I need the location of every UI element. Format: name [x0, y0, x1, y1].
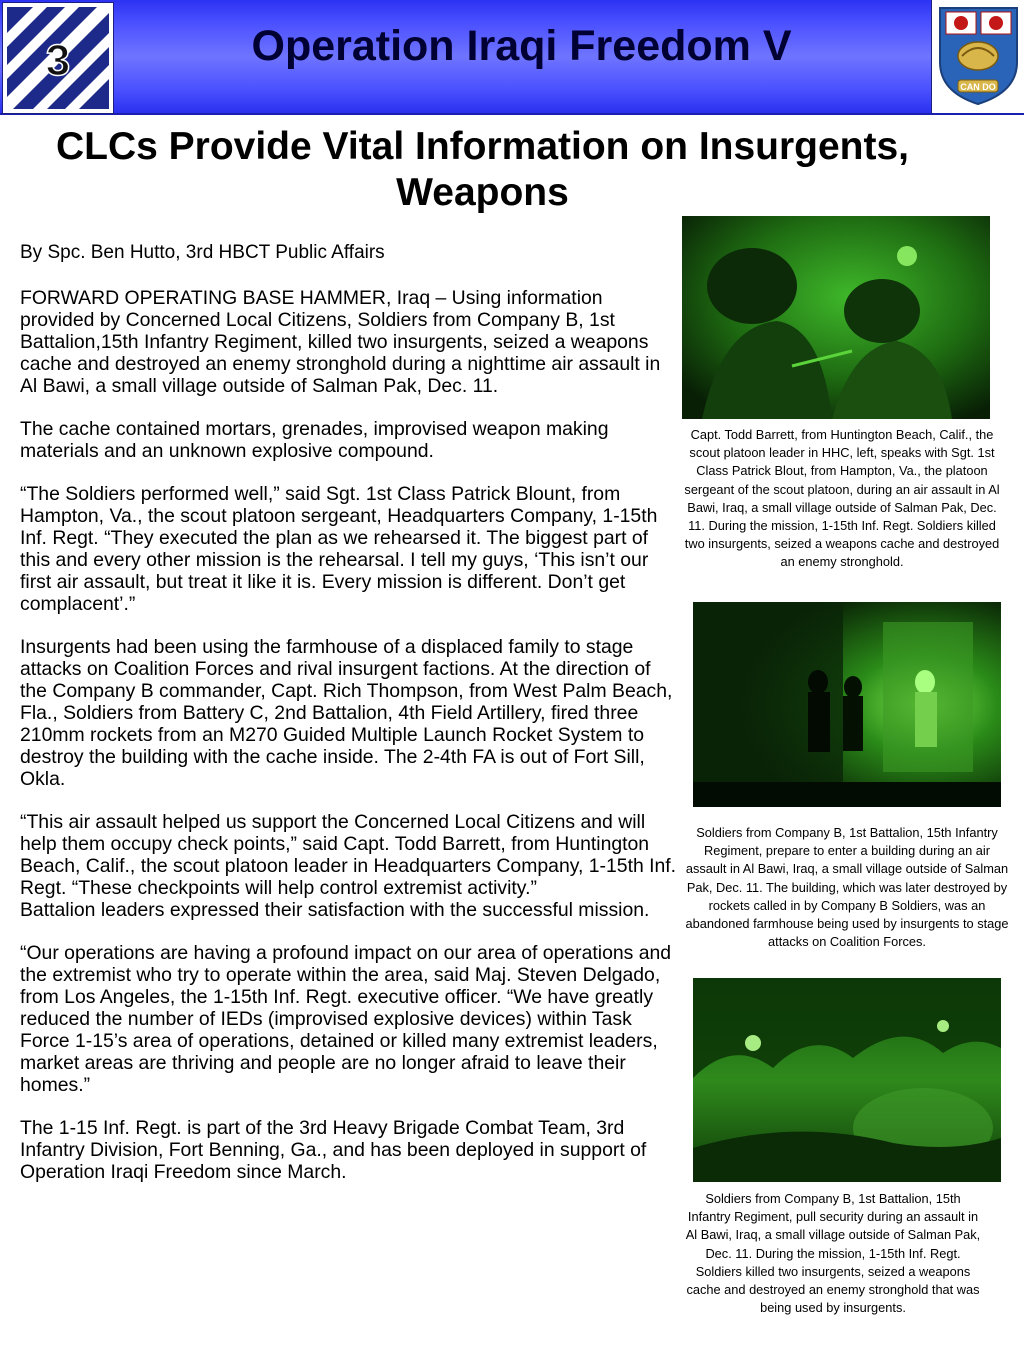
article-paragraph: The 1-15 Inf. Regt. is part of the 3rd Heavy Brigade Combat Team, 3rd Infantry Division, Fort Benning, Ga., and has been deployed in support of Operation Iraqi Freedom since March. [20, 1117, 647, 1183]
article-paragraph: FORWARD OPERATING BASE HAMMER, Iraq – Using information provided by Concerned Local Citizens, Soldiers from Company B, 1st Battalion,15th Infantry Regiment, killed two insurgents, seized a weapons cache and destroyed an enemy stronghold during a nighttime air assault in Al Bawi, a small village outside of Salman Pak, Dec. 11. [20, 287, 661, 397]
article-paragraph: “The Soldiers performed well,” said Sgt. 1st Class Patrick Blount, from Hampton, Va., the scout platoon sergeant, Headquarters Company, 1-15th Inf. Regt. “They executed the plan as we rehearsed it. The biggest part of this and every other mission is the rehearsal. I tell my guys, ‘This isn’t our first air assault, but treat it like it is. Every mission is different. Don’t get complacent’.” [20, 483, 658, 615]
third-infantry-division-logo [2, 2, 114, 114]
article-paragraph: “Our operations are having a profound impact on our area of operations and the extremist who try to operate within the area, said Maj. Steven Delgado, from Los Angeles, the 1-15th Inf. Regt. executive officer. “We have greatly reduced the number of IEDs (improvised explosive devices) within Task Force 1-15’s area of operations, detained or killed many extremist leaders, market areas are thriving and people are no longer afraid to leave their homes.” [20, 942, 672, 1096]
article-paragraph: Battalion leaders expressed their satisfaction with the successful mission. [20, 899, 650, 921]
night-vision-photo-1 [682, 216, 990, 419]
night-vision-photo-3 [693, 978, 1001, 1182]
article-body [20, 287, 678, 1204]
division-number: 3 [45, 36, 71, 85]
article-paragraph: Insurgents had been using the farmhouse of a displaced family to stage attacks on Coalition Forces and rival insurgent factions. At the direction of the Company B commander, Capt. Rich Thompson, from West Palm Beach, Fla., Soldiers from Battery C, 2nd Battalion, 4th Field Artillery, fired three 210mm rockets from an M270 Guided Multiple Launch Rocket System to destroy the building with the cache inside. The 2-4th FA is out of Fort Sill, Okla. [20, 636, 673, 790]
photo-2-caption: Soldiers from Company B, 1st Battalion, 15th Infantry Regiment, prepare to enter a building during an air assault in Al Bawi, Iraq, a small village outside of Salman Pak, Dec. 11. The building, which was later destroyed by rockets called in by Company B Soldiers, was an abandoned farmhouse being used by insurgents to stage attacks on Coalition Forces. [685, 825, 1009, 950]
crest-motto: CAN DO [960, 82, 996, 92]
can-do-regiment-crest [931, 0, 1024, 113]
article-headline: CLCs Provide Vital Information on Insurgents, Weapons [55, 125, 910, 214]
photo-3-caption: Soldiers from Company B, 1st Battalion, 15th Infantry Regiment, pull security during an assault in Al Bawi, Iraq, a small village outside of Salman Pak, Dec. 11. During the mission, 1-15th Inf. Regt. Soldiers killed two insurgents, seized a weapons cache and destroyed an enemy stronghold that was being used by insurgents. [685, 1191, 981, 1316]
article-paragraph: “This air assault helped us support the Concerned Local Citizens and will help them occupy check points,” said Capt. Todd Barrett, from Huntington Beach, Calif., the scout platoon leader in Headquarters Company, 1-15th Inf. Regt. “These checkpoints will help control extremist activity.” [20, 811, 677, 899]
banner-title: Operation Iraqi Freedom V [251, 22, 792, 70]
header-banner [0, 0, 1024, 115]
byline: By Spc. Ben Hutto, 3rd HBCT Public Affairs [20, 242, 385, 263]
night-vision-photo-2 [693, 602, 1001, 807]
article-paragraph: The cache contained mortars, grenades, improvised weapon making materials and an unknown explosive compound. [20, 418, 609, 462]
photo-1-caption: Capt. Todd Barrett, from Huntington Beach, Calif., the scout platoon leader in HHC, left, speaks with Sgt. 1st Class Patrick Blout, from Hampton, Va., the platoon sergeant of the scout platoon, during an air assault in Al Bawi, Iraq, a small village outside of Salman Pak, Dec. 11. During the mission, 1-15th Inf. Regt. Soldiers killed two insurgents, seized a weapons cache and destroyed an enemy stronghold. [684, 427, 1000, 570]
